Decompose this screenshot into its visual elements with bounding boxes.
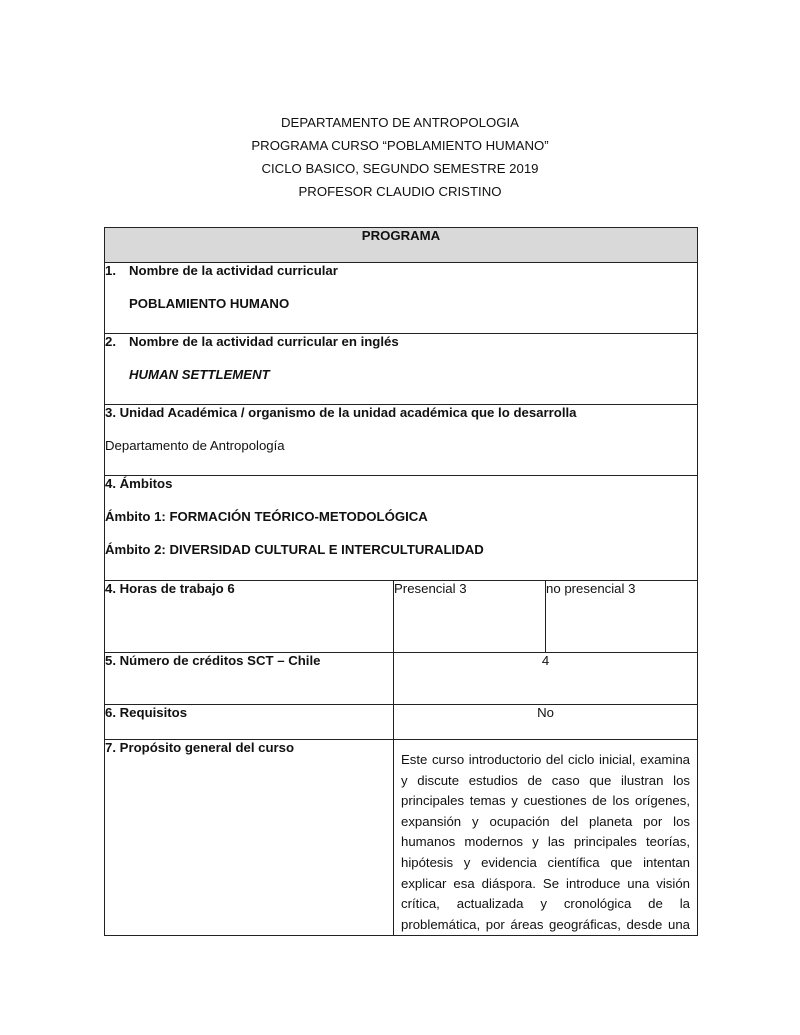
table-title: PROGRAMA — [105, 228, 698, 263]
activity-name-label: Nombre de la actividad curricular — [129, 263, 338, 278]
activity-name-english-value: HUMAN SETTLEMENT — [129, 367, 270, 382]
table-header-row — [105, 228, 698, 263]
in-person-hours: Presencial 3 — [394, 581, 546, 653]
header-department: DEPARTAMENTO DE ANTROPOLOGIA — [281, 115, 519, 130]
purpose-line: expansión y ocupación del planeta por los — [401, 813, 690, 829]
header-program: PROGRAMA CURSO “POBLAMIENTO HUMANO” — [251, 138, 549, 153]
row-scopes — [105, 476, 698, 581]
row-purpose — [105, 740, 698, 936]
requirements-value: No — [394, 705, 698, 740]
purpose-line: explicar esa diáspora. Se introduce una visión — [401, 875, 690, 891]
scopes-label: 4. Ámbitos — [105, 476, 173, 491]
header-cycle: CICLO BASICO, SEGUNDO SEMESTRE 2019 — [261, 161, 539, 176]
purpose-line: Este curso introductorio del ciclo inicial, examina — [401, 752, 690, 767]
purpose-line: y discute estudios de caso que ilustran los — [401, 772, 690, 788]
row-work-hours — [105, 581, 698, 653]
work-hours-label: 4. Horas de trabajo 6 — [105, 581, 394, 653]
purpose-line: problemática, por áreas geográficas, desde una — [401, 916, 690, 932]
purpose-text — [394, 740, 698, 936]
header-professor: PROFESOR CLAUDIO CRISTINO — [298, 184, 502, 199]
academic-unit-value: Departamento de Antropología — [105, 438, 285, 453]
section-number: 2. — [105, 334, 116, 349]
row-activity-name — [105, 263, 698, 334]
row-requirements — [105, 705, 698, 740]
purpose-label: 7. Propósito general del curso — [105, 740, 394, 936]
credits-label: 5. Número de créditos SCT – Chile — [105, 653, 394, 705]
scope-2: Ámbito 2: DIVERSIDAD CULTURAL E INTERCULTURALIDAD — [105, 542, 484, 557]
program-table — [104, 227, 698, 936]
activity-name-english-label: Nombre de la actividad curricular en inglés — [129, 334, 399, 349]
row-academic-unit — [105, 405, 698, 476]
activity-name-value: POBLAMIENTO HUMANO — [129, 296, 290, 311]
purpose-line: humanos modernos y las principales teorías, — [401, 834, 690, 850]
row-credits — [105, 653, 698, 705]
purpose-line: crítica, actualizada y cronológica de la — [401, 896, 690, 912]
purpose-line: hipótesis y evidencia científica que intentan — [401, 854, 690, 870]
remote-hours: no presencial 3 — [546, 581, 698, 653]
scope-1: Ámbito 1: FORMACIÓN TEÓRICO-METODOLÓGICA — [105, 509, 428, 524]
purpose-line: principales temas y cuestiones de los orígenes, — [401, 793, 690, 809]
section-number: 1. — [105, 263, 116, 278]
academic-unit-label: 3. Unidad Académica / organismo de la unidad académica que lo desarrolla — [105, 405, 577, 420]
document-header — [0, 111, 800, 203]
row-activity-name-english — [105, 334, 698, 405]
credits-value: 4 — [394, 653, 698, 705]
requirements-label: 6. Requisitos — [105, 705, 394, 740]
